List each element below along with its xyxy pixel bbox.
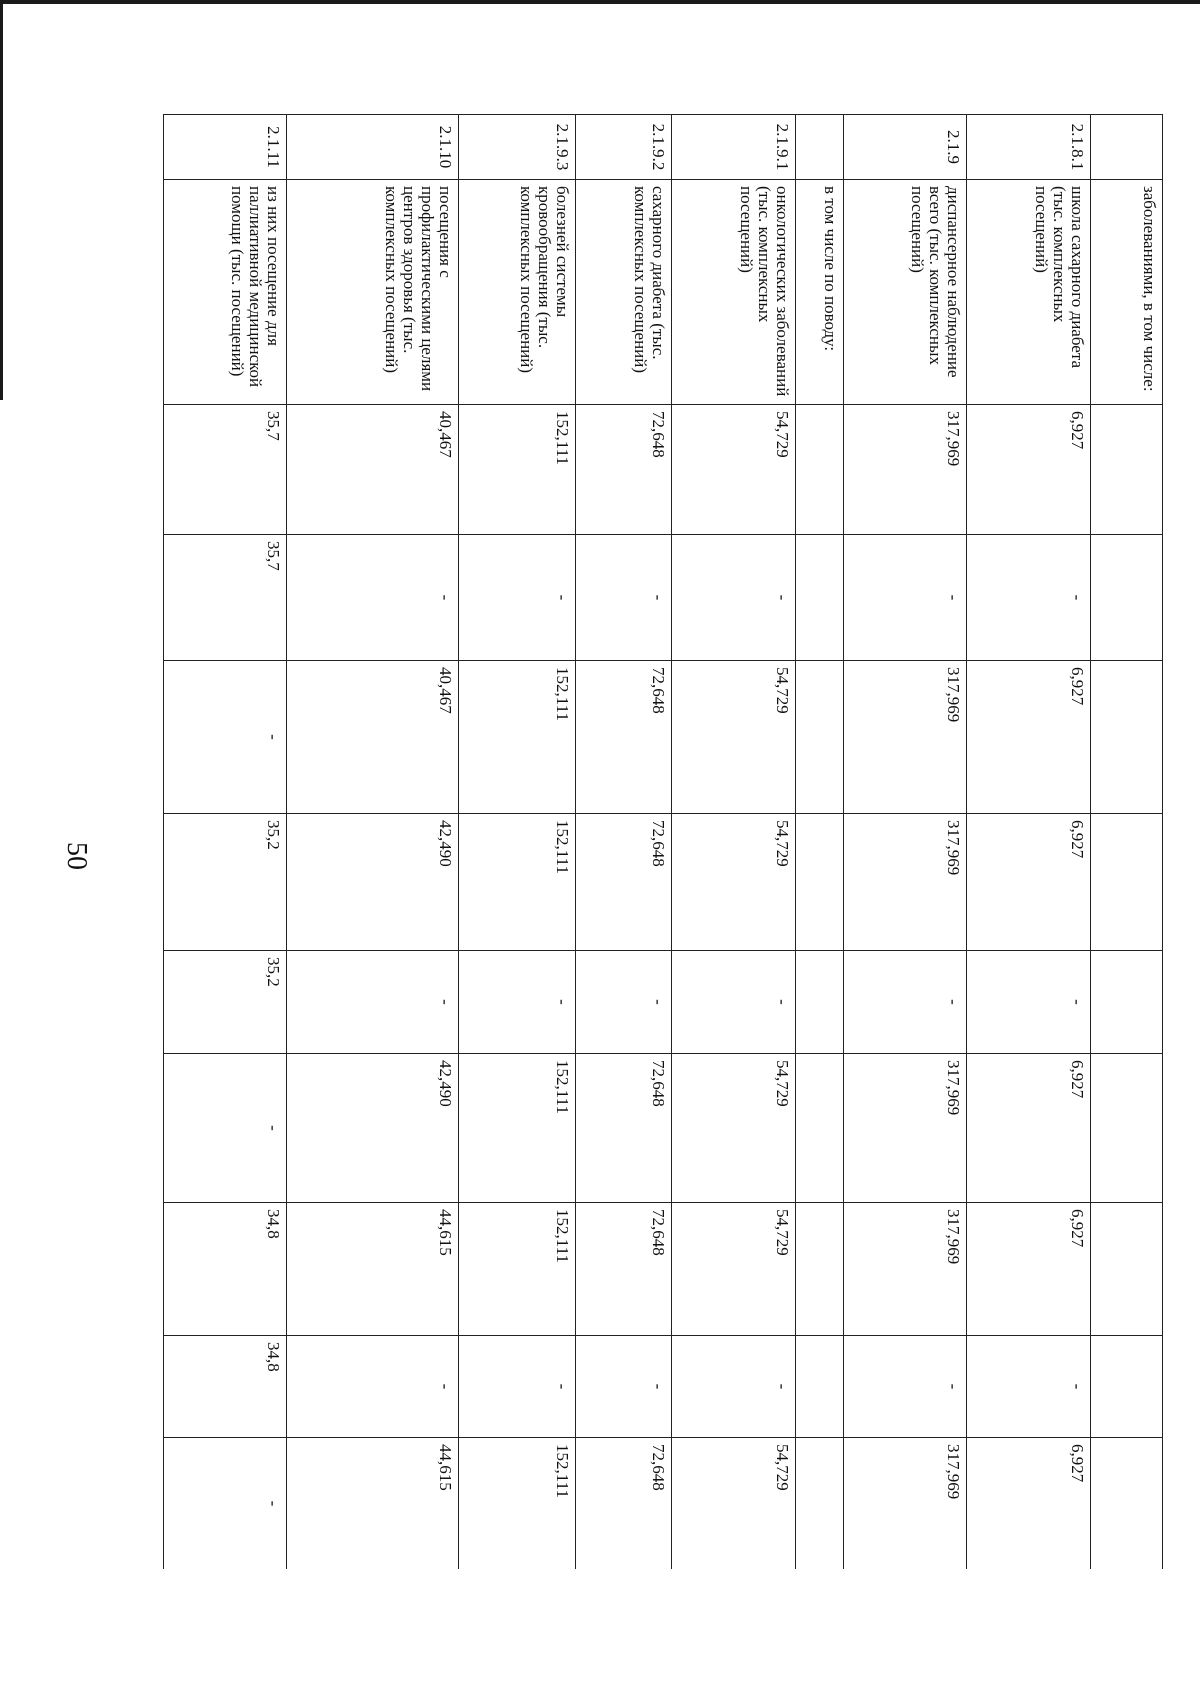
value-cell: 317,969	[844, 405, 967, 535]
value-cell: -	[458, 951, 575, 1054]
value-cell: 317,969	[844, 1203, 967, 1336]
value-cell: 317,969	[844, 661, 967, 814]
value-cell: -	[844, 535, 967, 661]
value-cell: 317,969	[844, 1438, 967, 1570]
table-rotator	[163, 114, 1163, 1569]
value-cell: -	[164, 1438, 287, 1570]
value-cell: -	[672, 951, 796, 1054]
value-cell: 72,648	[575, 1203, 671, 1336]
value-cell: 6,927	[966, 405, 1090, 535]
row-code-cell: 2.1.9.1	[672, 115, 796, 180]
value-cell: 54,729	[672, 814, 796, 951]
value-cell: -	[844, 951, 967, 1054]
row-code-cell	[1090, 115, 1162, 180]
table-row	[1090, 115, 1162, 1570]
value-cell	[1090, 535, 1162, 661]
value-cell	[1090, 405, 1162, 535]
value-cell	[796, 661, 844, 814]
value-cell: 72,648	[575, 814, 671, 951]
table-container	[163, 114, 1163, 1569]
value-cell: 54,729	[672, 1203, 796, 1336]
table-row	[164, 115, 287, 1570]
table-row	[672, 115, 796, 1570]
scan-edge-left	[0, 0, 3, 400]
value-cell: -	[575, 951, 671, 1054]
value-cell: 72,648	[575, 661, 671, 814]
value-cell	[1090, 1054, 1162, 1203]
value-cell: 44,615	[286, 1203, 458, 1336]
table-row	[286, 115, 458, 1570]
value-cell: -	[458, 1336, 575, 1438]
value-cell: 6,927	[966, 1203, 1090, 1336]
value-cell: 54,729	[672, 1054, 796, 1203]
value-cell: 152,111	[458, 661, 575, 814]
row-label-cell: школа сахарного диабета (тыс. комплексных посещений)	[966, 180, 1090, 405]
value-cell: -	[966, 1336, 1090, 1438]
value-cell: 152,111	[458, 814, 575, 951]
value-cell: -	[844, 1336, 967, 1438]
value-cell: -	[575, 1336, 671, 1438]
value-cell: 152,111	[458, 405, 575, 535]
value-cell: -	[966, 535, 1090, 661]
value-cell: 72,648	[575, 1438, 671, 1570]
value-cell	[1090, 1203, 1162, 1336]
row-code-cell: 2.1.9	[844, 115, 967, 180]
scan-edge-top	[0, 0, 1200, 4]
value-cell: 42,490	[286, 814, 458, 951]
value-cell: -	[286, 951, 458, 1054]
value-cell: 6,927	[966, 661, 1090, 814]
row-label-cell: онкологических заболеваний (тыс. комплексных посещений)	[672, 180, 796, 405]
value-cell	[796, 951, 844, 1054]
value-cell: 152,111	[458, 1054, 575, 1203]
value-cell: 54,729	[672, 661, 796, 814]
row-label-cell: заболеваниями, в том числе:	[1090, 180, 1162, 405]
value-cell: -	[966, 951, 1090, 1054]
row-label-cell: из них посещение для паллиативной медицинской помощи (тыс. посещений)	[164, 180, 287, 405]
value-cell: -	[672, 535, 796, 661]
value-cell	[1090, 1336, 1162, 1438]
table-body	[164, 115, 1163, 1570]
row-code-cell: 2.1.9.3	[458, 115, 575, 180]
row-code-cell: 2.1.10	[286, 115, 458, 180]
value-cell	[796, 535, 844, 661]
table-row	[966, 115, 1090, 1570]
value-cell: -	[458, 535, 575, 661]
value-cell	[796, 405, 844, 535]
value-cell: 35,7	[164, 535, 287, 661]
row-label-cell: в том числе по поводу:	[796, 180, 844, 405]
value-cell	[796, 1054, 844, 1203]
value-cell	[1090, 661, 1162, 814]
value-cell: -	[286, 1336, 458, 1438]
value-cell: 152,111	[458, 1203, 575, 1336]
row-code-cell: 2.1.8.1	[966, 115, 1090, 180]
page-number: 50	[61, 842, 92, 870]
value-cell: 40,467	[286, 405, 458, 535]
value-cell: 72,648	[575, 405, 671, 535]
row-label-cell: сахарного диабета (тыс. комплексных посещений)	[575, 180, 671, 405]
data-table	[163, 114, 1163, 1569]
value-cell	[796, 1438, 844, 1570]
row-code-cell	[796, 115, 844, 180]
row-code-cell: 2.1.9.2	[575, 115, 671, 180]
table-row	[844, 115, 967, 1570]
value-cell: 6,927	[966, 814, 1090, 951]
value-cell: 54,729	[672, 1438, 796, 1570]
value-cell: 6,927	[966, 1438, 1090, 1570]
value-cell: 42,490	[286, 1054, 458, 1203]
row-label-cell: посещения с профилактическими целями центров здоровья (тыс. комплексных посещений)	[286, 180, 458, 405]
table-row	[575, 115, 671, 1570]
value-cell	[1090, 814, 1162, 951]
value-cell: 44,615	[286, 1438, 458, 1570]
row-label-cell: болезней системы кровообращения (тыс. комплексных посещений)	[458, 180, 575, 405]
value-cell: -	[164, 661, 287, 814]
value-cell: 54,729	[672, 405, 796, 535]
value-cell	[796, 814, 844, 951]
value-cell: 72,648	[575, 1054, 671, 1203]
value-cell: -	[575, 535, 671, 661]
value-cell: 152,111	[458, 1438, 575, 1570]
value-cell: 317,969	[844, 814, 967, 951]
value-cell: 6,927	[966, 1054, 1090, 1203]
row-code-cell: 2.1.11	[164, 115, 287, 180]
value-cell: 34,8	[164, 1336, 287, 1438]
value-cell	[1090, 1438, 1162, 1570]
value-cell: 35,2	[164, 814, 287, 951]
value-cell: 40,467	[286, 661, 458, 814]
value-cell	[1090, 951, 1162, 1054]
value-cell: 35,7	[164, 405, 287, 535]
table-row	[796, 115, 844, 1570]
table-row	[458, 115, 575, 1570]
value-cell: 317,969	[844, 1054, 967, 1203]
row-label-cell: диспансерное наблюдение всего (тыс. комплексных посещений)	[844, 180, 967, 405]
value-cell: 35,2	[164, 951, 287, 1054]
value-cell	[796, 1336, 844, 1438]
value-cell	[796, 1203, 844, 1336]
value-cell: -	[672, 1336, 796, 1438]
value-cell: 34,8	[164, 1203, 287, 1336]
value-cell: -	[286, 535, 458, 661]
value-cell: -	[164, 1054, 287, 1203]
